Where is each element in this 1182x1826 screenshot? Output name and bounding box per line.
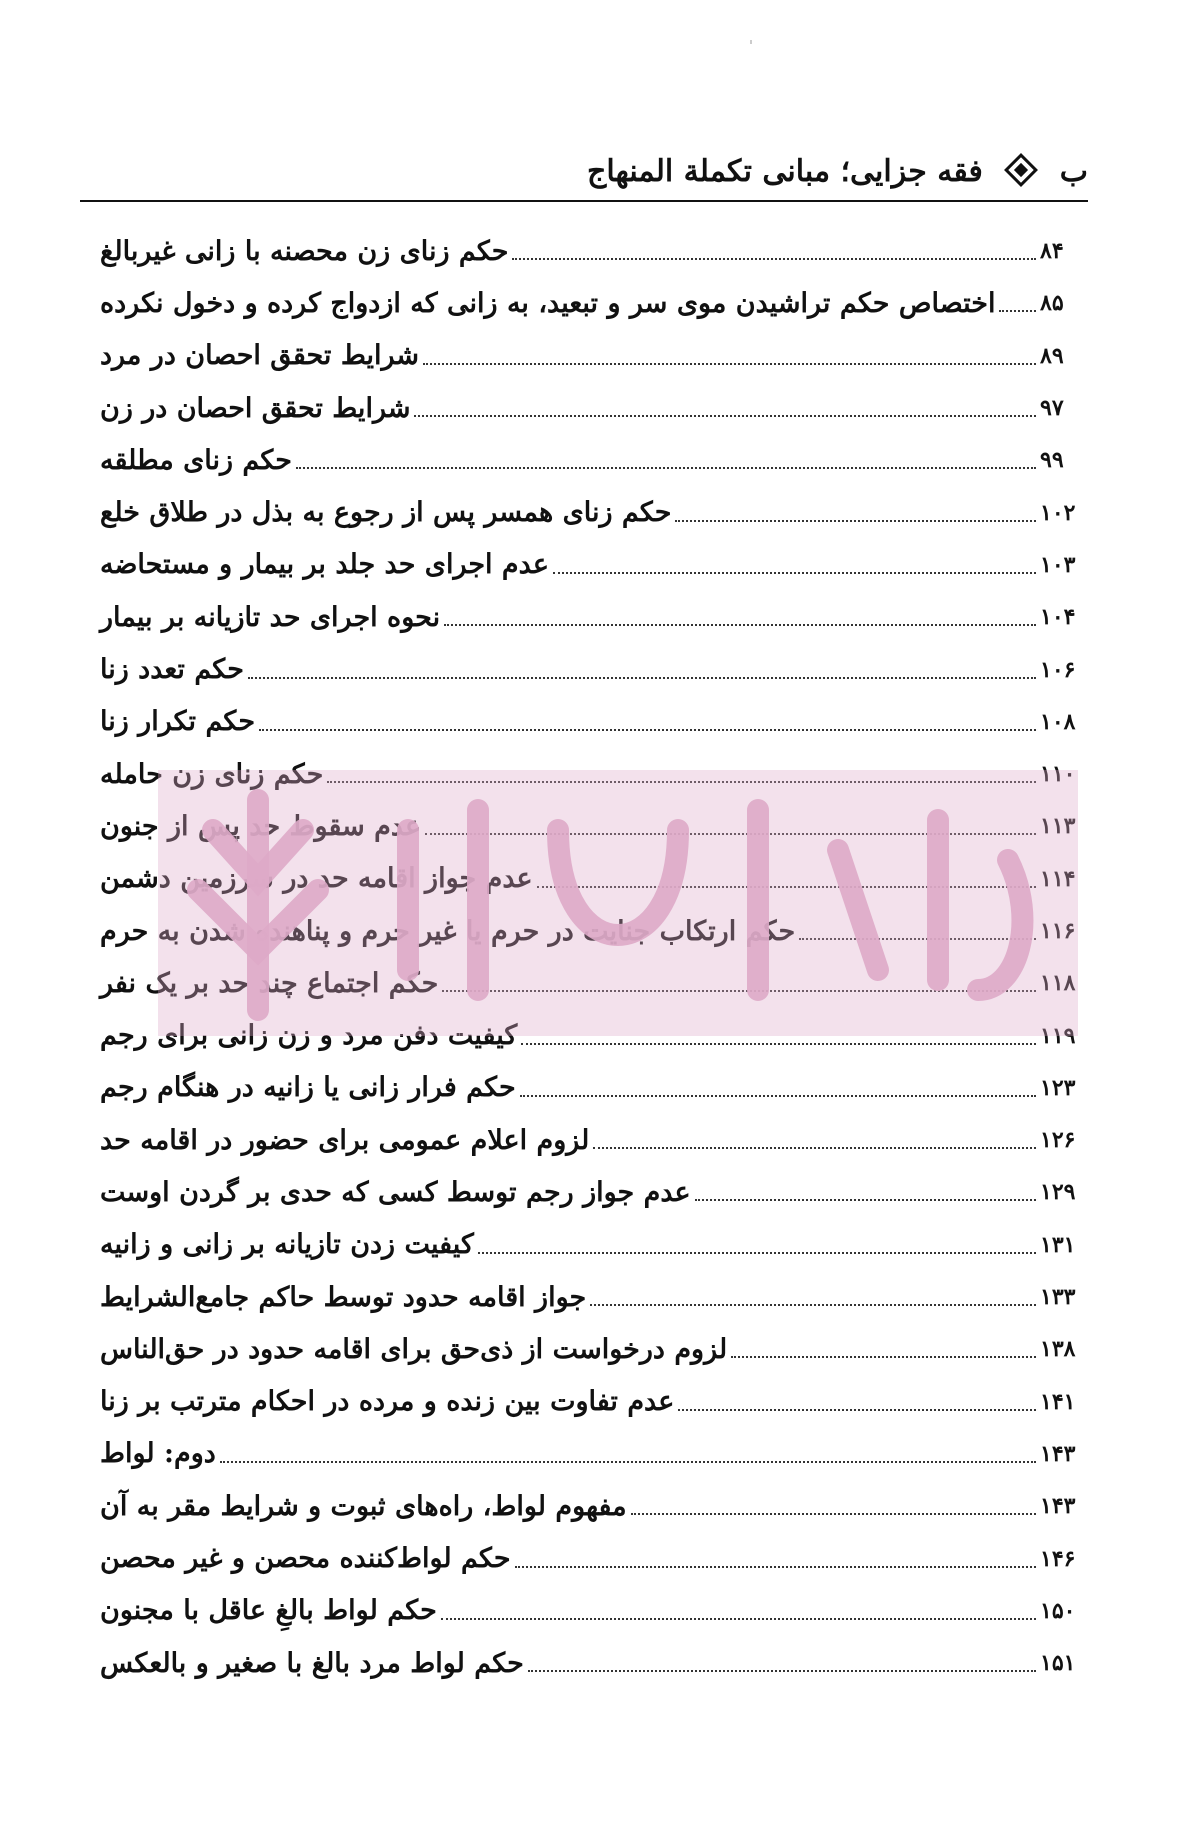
toc-entry (100, 1376, 1078, 1428)
toc-entry-title: عدم تفاوت بین زنده و مرده در احکام مترتب بر زنا (100, 1386, 675, 1418)
toc-entry-page: ۱۱۶ (1040, 918, 1076, 944)
toc-leader-dots (512, 258, 1036, 260)
scan-mark (750, 40, 752, 44)
toc-leader-dots (593, 1147, 1036, 1149)
toc-entry (100, 1585, 1078, 1637)
toc-entry-title: کیفیت دفن مرد و زن زانی برای رجم (100, 1020, 518, 1052)
toc-entry (100, 277, 1078, 329)
toc-entry (100, 591, 1078, 643)
toc-entry-page: ۱۳۳ (1040, 1284, 1076, 1311)
toc-leader-dots (678, 1409, 1036, 1411)
toc-leader-dots (515, 1566, 1036, 1568)
toc-entry-page: ۸۵ (1040, 290, 1064, 317)
toc-leader-dots (220, 1461, 1036, 1463)
toc-entry (100, 1323, 1078, 1375)
toc-entry-title: شرایط تحقق احصان در مرد (100, 340, 419, 372)
toc-entry-title: نحوه اجرای حد تازیانه بر بیمار (100, 601, 441, 633)
toc-entry-page: ۱۱۴ (1040, 865, 1076, 892)
toc-leader-dots (799, 938, 1036, 940)
toc-entry-page: ۱۳۸ (1040, 1336, 1076, 1363)
toc-entry (100, 434, 1078, 486)
toc-entry-title: حکم اجتماع چند حد بر یک نفر (100, 967, 439, 999)
toc-entry-title: لزوم درخواست از ذی‌حق برای اقامه حدود در حق‌الناس (100, 1333, 728, 1365)
toc-entry-title: حکم زنای زن حامله (100, 758, 324, 790)
toc-entry (100, 905, 1078, 957)
toc-entry-page: ۱۳۱ (1040, 1231, 1076, 1258)
toc-entry-title: حکم تعدد زنا (100, 654, 244, 686)
toc-entry (100, 1009, 1078, 1061)
toc-entry (100, 1428, 1078, 1480)
header-rule (80, 200, 1088, 202)
toc-entry-page: ۱۲۳ (1040, 1074, 1076, 1101)
table-of-contents (100, 225, 1078, 1689)
toc-leader-dots (590, 1304, 1036, 1306)
toc-entry-title: دوم: لواط (100, 1438, 216, 1470)
toc-entry-page: ۱۰۴ (1040, 604, 1076, 631)
toc-entry-page: ۸۴ (1040, 238, 1064, 265)
toc-entry (100, 643, 1078, 695)
toc-entry-page: ۹۹ (1040, 447, 1064, 474)
toc-entry-page: ۱۰۸ (1040, 708, 1076, 735)
toc-entry (100, 1532, 1078, 1584)
toc-entry-title: حکم لواط مرد بالغ با صغیر و بالعکس (100, 1647, 524, 1679)
toc-entry (100, 1166, 1078, 1218)
toc-entry (100, 1271, 1078, 1323)
toc-entry (100, 1114, 1078, 1166)
toc-leader-dots (631, 1513, 1036, 1515)
toc-entry-page: ۱۴۳ (1040, 1493, 1076, 1520)
toc-entry-page: ۱۱۹ (1040, 1022, 1076, 1049)
toc-leader-dots (999, 310, 1036, 312)
diamond-ornament-icon (1004, 153, 1038, 187)
toc-entry-title: عدم سقوط حد پس از جنون (100, 810, 422, 842)
toc-leader-dots (675, 520, 1036, 522)
toc-entry-page: ۱۴۱ (1040, 1388, 1076, 1415)
toc-entry-title: اختصاص حکم تراشیدن موی سر و تبعید، به زانی که ازدواج کرده و دخول نکرده (100, 287, 996, 319)
toc-entry (100, 330, 1078, 382)
toc-entry-title: حکم ارتکاب جنایت در حرم یا غیر حرم و پناهنده شدن به حرم (100, 915, 796, 947)
toc-leader-dots (478, 1252, 1036, 1254)
toc-entry (100, 225, 1078, 277)
toc-entry-page: ۱۵۰ (1040, 1597, 1076, 1624)
toc-entry (100, 1480, 1078, 1532)
toc-entry (100, 382, 1078, 434)
toc-entry-page: ۱۱۸ (1040, 970, 1076, 997)
toc-entry-title: حکم فرار زانی یا زانیه در هنگام رجم (100, 1072, 516, 1104)
toc-entry (100, 957, 1078, 1009)
book-title: فقه جزایی؛ مبانی تکملة المنهاج (587, 154, 983, 189)
toc-leader-dots (528, 1670, 1036, 1672)
toc-entry-page: ۱۱۰ (1040, 761, 1076, 788)
toc-entry-page: ۱۲۶ (1040, 1127, 1076, 1154)
toc-entry-title: حکم تکرار زنا (100, 706, 256, 738)
toc-entry-page: ۱۰۶ (1040, 656, 1076, 683)
toc-entry-page: ۱۰۳ (1040, 551, 1076, 578)
toc-leader-dots (444, 624, 1036, 626)
toc-entry (100, 486, 1078, 538)
toc-entry (100, 800, 1078, 852)
toc-leader-dots (695, 1199, 1036, 1201)
toc-entry-title: حکم زنای همسر پس از رجوع به بذل در طلاق خلع (100, 497, 672, 529)
toc-entry-title: حکم لواط‌کننده محصن و غیر محصن (100, 1543, 511, 1575)
toc-entry (100, 748, 1078, 800)
toc-entry-page: ۸۹ (1040, 342, 1064, 369)
toc-leader-dots (248, 677, 1036, 679)
toc-leader-dots (553, 572, 1036, 574)
toc-leader-dots (425, 833, 1036, 835)
toc-leader-dots (296, 467, 1036, 469)
toc-entry-page: ۹۷ (1040, 395, 1064, 422)
toc-entry-page: ۱۲۹ (1040, 1179, 1076, 1206)
running-header (80, 150, 1088, 194)
toc-entry-title: لزوم اعلام عمومی برای حضور در اقامه حد (100, 1124, 590, 1156)
toc-leader-dots (259, 729, 1036, 731)
toc-entry-title: عدم جواز رجم توسط کسی که حدی بر گردن اوست (100, 1176, 691, 1208)
toc-entry-title: جواز اقامه حدود توسط حاکم جامع‌الشرایط (100, 1281, 587, 1313)
toc-leader-dots (731, 1356, 1036, 1358)
toc-leader-dots (414, 415, 1036, 417)
toc-entry-page: ۱۴۳ (1040, 1440, 1076, 1467)
toc-entry (100, 539, 1078, 591)
toc-entry-title: حکم زنای مطلقه (100, 444, 292, 476)
toc-leader-dots (520, 1095, 1036, 1097)
toc-leader-dots (441, 1618, 1036, 1620)
toc-entry-title: کیفیت زدن تازیانه بر زانی و زانیه (100, 1229, 474, 1261)
toc-entry-title: عدم جواز اقامه حد در سرزمین دشمن (100, 863, 533, 895)
toc-leader-dots (423, 363, 1036, 365)
toc-leader-dots (327, 781, 1036, 783)
toc-entry (100, 1062, 1078, 1114)
page-letter: ب (1059, 154, 1088, 189)
toc-leader-dots (521, 1043, 1036, 1045)
toc-entry (100, 1637, 1078, 1689)
toc-entry-page: ۱۰۲ (1040, 499, 1076, 526)
toc-leader-dots (537, 886, 1036, 888)
toc-entry-page: ۱۵۱ (1040, 1650, 1076, 1677)
toc-entry-title: حکم لواط بالغِ عاقل با مجنون (100, 1595, 437, 1627)
toc-entry-title: حکم زنای زن محصنه با زانی غیربالغ (100, 235, 509, 267)
toc-entry-page: ۱۴۶ (1040, 1545, 1076, 1572)
toc-entry (100, 853, 1078, 905)
toc-entry (100, 1219, 1078, 1271)
toc-leader-dots (442, 990, 1036, 992)
toc-entry (100, 696, 1078, 748)
toc-entry-title: شرایط تحقق احصان در زن (100, 392, 411, 424)
toc-entry-title: مفهوم لواط، راه‌های ثبوت و شرایط مقر به آن (100, 1490, 627, 1522)
toc-entry-title: عدم اجرای حد جلد بر بیمار و مستحاضه (100, 549, 549, 581)
toc-entry-page: ۱۱۳ (1040, 813, 1076, 840)
